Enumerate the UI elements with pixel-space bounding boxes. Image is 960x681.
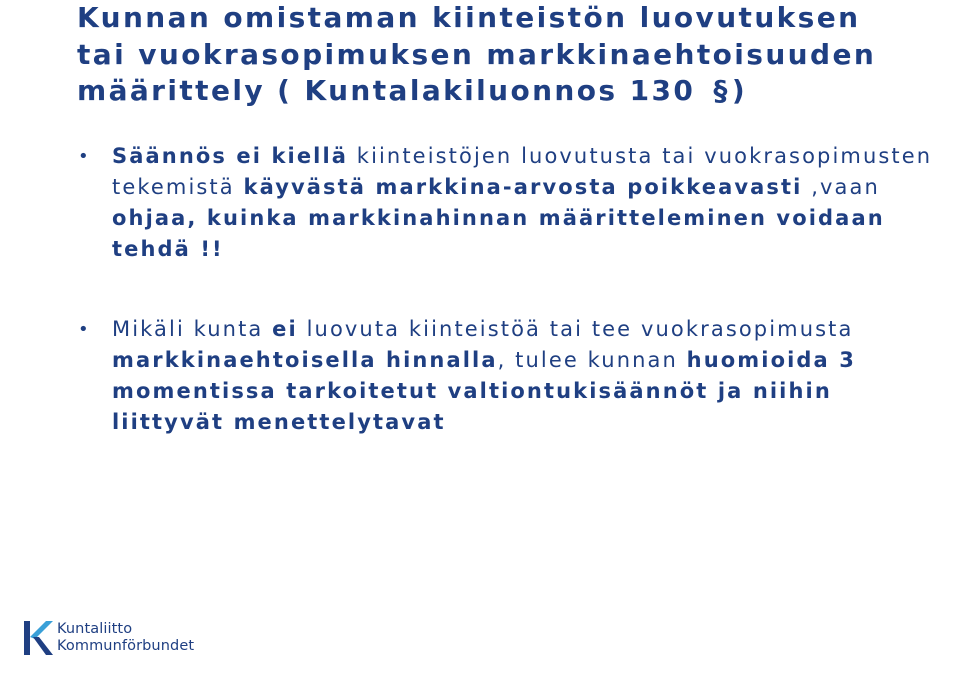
title-line-3-prefix: määrittely ( Kuntalakiluonnos 130 [77,74,708,107]
bullet-1-bold-2: käyvästä markkina-arvosta poikkeavasti [243,175,803,199]
slide-title [77,0,947,110]
logo-line-2: Kommunförbundet [57,638,195,654]
bullet-2-bold-2: markkinaehtoisella hinnalla [112,348,498,372]
title-line-3-suffix: ) [731,74,748,107]
bullet-item-1 [78,141,952,265]
footer-bar [0,676,960,681]
title-line-2: tai vuokrasopimuksen markkinaehtoisuuden [77,37,877,71]
section-sign: § [713,74,730,107]
bullet-marker: • [78,319,89,340]
bullet-1-bold-3: ohjaa, kuinka markkinahinnan määritteleminen voidaan tehdä !! [112,206,885,261]
bullet-2-text-3: , tulee kunnan [497,348,687,372]
bullet-1-text-1: kiinteistöjen luovutusta tai vuokrasopimusten tekemistä [112,144,933,199]
bullet-2-text-2: luovuta kiinteistöä tai tee vuokrasopimusta [297,317,854,341]
bullet-2-bold-1: ei [272,317,298,341]
logo-line-1: Kuntaliitto [57,621,133,637]
bullet-1-bold-1: Säännös ei kiellä [112,144,349,168]
bullet-item-2 [78,314,952,438]
bullet-marker: • [78,146,89,167]
kuntaliitto-logo [22,617,222,663]
bullet-2-bold-3: huomioida 3 momentissa tarkoitetut valtiontukisäännöt ja niihin liittyvät menettelytavat [112,348,856,434]
title-line-1: Kunnan omistaman kiinteistön luovutuksen [77,1,861,34]
bullet-2-text-1: Mikäli kunta [112,317,273,341]
bullet-1-text-2: ,vaan [802,175,880,199]
logo-wordmark [57,621,194,655]
